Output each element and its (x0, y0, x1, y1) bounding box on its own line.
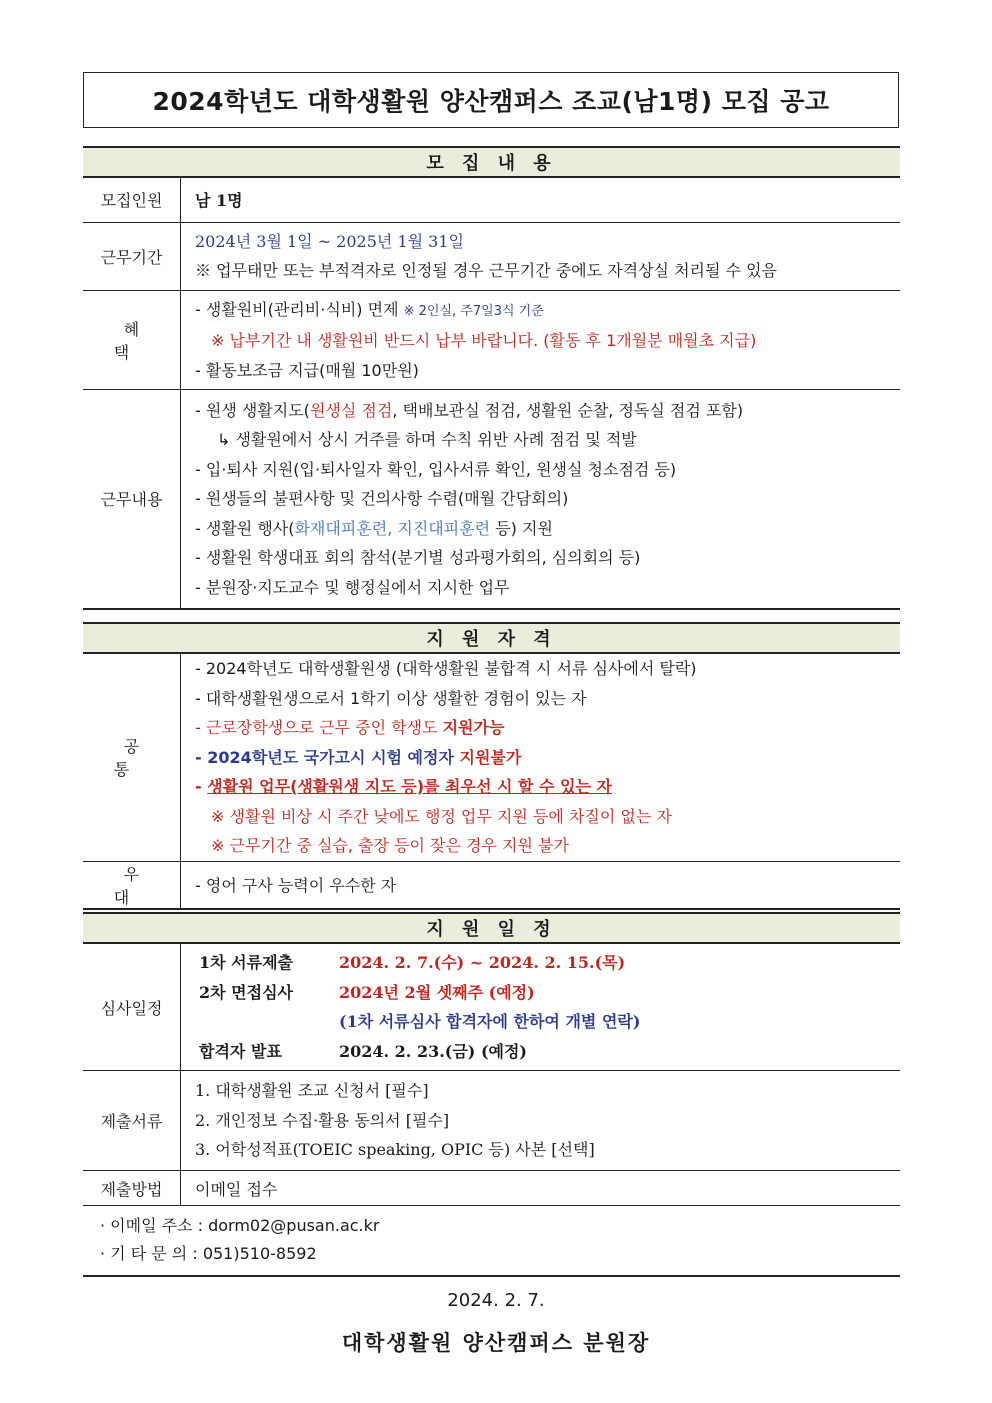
period-value: 2024년 3월 1일 ~ 2025년 1월 31일 (195, 231, 464, 251)
common-item-2: - 대학생활원생으로서 1학기 이상 생활한 경험이 있는 자 (195, 688, 587, 708)
review-step-2-label: 2차 면접심사 (199, 982, 293, 1002)
common-item-1: - 2024학년도 대학생활원생 (대학생활원 불합격 시 서류 심사에서 탈락) (195, 659, 697, 678)
preferred-label: 우 대 (83, 861, 181, 909)
recruit-section (83, 146, 900, 610)
duty-item-2: - 입·퇴사 지원(입·퇴사일자 확인, 입사서류 확인, 원생실 청소점검 등) (195, 459, 677, 479)
document-item-1: 1. 대학생활원 조교 신청서 [필수] (195, 1081, 429, 1101)
footer-divider (83, 1275, 900, 1277)
contact-phone: · 기 타 문 의 : 051)510-8592 (100, 1244, 317, 1263)
qualification-heading: 지 원 자 격 (83, 622, 900, 654)
duty-item-1: - 원생 생활지도(원생실 점검, 택배보관실 점검, 생활원 순찰, 정독실 점검 포함) (195, 400, 744, 420)
method-value: 이메일 접수 (181, 1171, 901, 1206)
duty-subitem: ↳ 생활원에서 상시 거주를 하며 수칙 위반 사례 점검 및 적발 (217, 430, 637, 449)
benefit-item-1: - 생활원비(관리비·식비) 면제 ※ 2인실, 주7일3식 기준 (195, 299, 544, 319)
common-item-3: - 근로장학생으로 근무 중인 학생도 지원가능 (195, 718, 505, 737)
page-title: 2024학년도 대학생활원 양산캠퍼스 조교(남1명) 모집 공고 (83, 72, 899, 128)
documents-label: 제출서류 (83, 1071, 181, 1171)
review-schedule (199, 948, 900, 1066)
schedule-table (83, 944, 900, 1206)
headcount-value: 남 1명 (181, 178, 901, 222)
common-note-1: ※ 생활원 비상 시 주간 낮에도 행정 업무 지원 등에 차질이 없는 자 (211, 806, 672, 826)
review-step-1-label: 1차 서류제출 (199, 953, 293, 972)
qualification-section (83, 622, 900, 910)
common-label: 공 통 (83, 654, 181, 861)
duty-item-3: - 원생들의 불편사항 및 건의사항 수렴(매월 간담회의) (195, 489, 569, 508)
method-label: 제출방법 (83, 1171, 181, 1206)
document-item-3: 3. 어학성적표(TOEIC speaking, OPIC 등) 사본 [선택] (195, 1140, 595, 1160)
review-step-3-label: 합격자 발표 (199, 1041, 282, 1061)
benefit-note: ※ 2인실, 주7일3식 기준 (403, 303, 544, 319)
duty-item-6: - 분원장·지도교수 및 행정실에서 지시한 업무 (195, 577, 510, 597)
headcount-label: 모집인원 (83, 178, 181, 222)
review-label: 심사일정 (83, 944, 181, 1071)
duty-item-5: - 생활원 학생대표 회의 참석(분기별 성과평가회의, 심의회의 등) (195, 548, 641, 567)
common-item-5: - 생활원 업무(생활원생 지도 등)를 최우선 시 할 수 있는 자 (195, 777, 613, 796)
recruit-table (83, 178, 900, 610)
duties-label: 근무내용 (83, 390, 181, 609)
common-item-4: - 2024학년도 국가고시 시험 예정자 지원불가 (195, 747, 522, 767)
review-step-3-value: 2024. 2. 23.(금) (예정) (339, 1041, 528, 1061)
benefit-payment-note: ※ 납부기간 내 생활원비 반드시 납부 바랍니다. (활동 후 1개월분 매월초 지급) (211, 331, 757, 350)
period-note: ※ 업무태만 또는 부적격자로 인정될 경우 근무기간 중에도 자격상실 처리될 수 있음 (195, 261, 777, 280)
qualification-table (83, 654, 900, 910)
common-note-2: ※ 근무기간 중 실습, 출장 등이 잦은 경우 지원 불가 (211, 836, 569, 855)
document-item-2: 2. 개인정보 수집·활용 동의서 [필수] (195, 1110, 450, 1130)
contact-email: · 이메일 주소 : dorm02@pusan.ac.kr (100, 1216, 380, 1235)
issuer-name: 대학생활원 양산캠퍼스 분원장 (341, 1331, 651, 1355)
contact-info (100, 1212, 379, 1268)
review-step-2-value: 2024년 2월 셋째주 (예정) (339, 982, 535, 1002)
schedule-section (83, 912, 900, 1206)
review-step-1-value: 2024. 2. 7.(수) ~ 2024. 2. 15.(목) (339, 953, 626, 972)
announcement-date: 2024. 2. 7. (447, 1290, 545, 1311)
period-label: 근무기간 (83, 222, 181, 290)
recruit-heading: 모 집 내 용 (83, 146, 900, 178)
benefits-label: 혜 택 (83, 290, 181, 390)
benefit-item-2: - 활동보조금 지급(매월 10만원) (195, 360, 419, 380)
duty-item-4: - 생활원 행사(화재대피훈련, 지진대피훈련 등) 지원 (195, 518, 553, 538)
schedule-heading: 지 원 일 정 (83, 912, 900, 944)
review-step-2-note: (1차 서류심사 합격자에 한하여 개별 연락) (339, 1012, 641, 1031)
preferred-value: - 영어 구사 능력이 우수한 자 (181, 861, 901, 909)
